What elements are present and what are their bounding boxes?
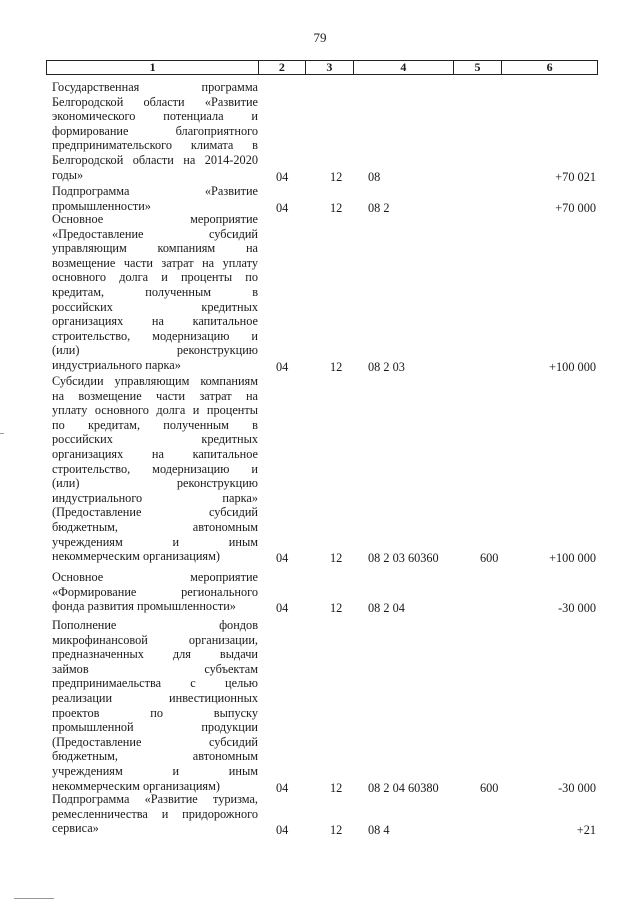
row-description-line: «Формирование регионального — [52, 584, 258, 599]
cell-c4: 08 2 03 — [368, 360, 405, 374]
cell-c6: +100 000 — [549, 551, 596, 566]
row-description-line: основного долга и проценты по — [52, 270, 258, 285]
column-header-4: 4 — [354, 61, 454, 75]
row-description-line: ремесленничества и придорожного — [52, 806, 258, 821]
row-description-line: сервиса» — [52, 821, 99, 836]
row-description-line: реализации инвестиционных — [52, 691, 258, 705]
cell-c2: 04 — [276, 780, 289, 795]
cell-c6: +21 — [576, 823, 596, 838]
row-description-line: предпринимательского климата в — [52, 138, 258, 153]
row-description-line: «Предоставление субсидий — [52, 226, 258, 241]
cell-c3: 12 — [330, 551, 343, 566]
cell-c4: 08 4 — [368, 823, 390, 838]
row-description-line: индустриального парка» — [52, 358, 181, 372]
row-description-line: (или) реконструкцию — [52, 343, 258, 358]
cell-c2: 04 — [276, 551, 289, 566]
row-description-line: учреждениям и иным — [52, 764, 258, 778]
row-description-line: проектов по выпуску — [52, 705, 258, 720]
column-header-5: 5 — [453, 61, 501, 75]
cell-c4: 08 2 03 60360 — [368, 551, 439, 566]
column-header-6: 6 — [502, 61, 598, 75]
row-description-line: учреждениям и иным — [52, 534, 258, 549]
cell-c2: 04 — [276, 601, 289, 616]
row-description-line: кредитам, полученным в — [52, 285, 258, 299]
column-header-2: 2 — [259, 61, 305, 75]
row-description-line: Белгородской области на 2014-2020 — [52, 153, 258, 167]
row-description-line: микрофинансовой организации, — [52, 632, 258, 647]
row-description-line: (Предоставление субсидий — [52, 734, 258, 749]
row-description-line: Подпрограмма «Развитие туризма, — [52, 792, 258, 806]
row-description-line: Основное мероприятие — [52, 570, 258, 584]
cell-c3: 12 — [330, 200, 343, 215]
row-description-line: индустриального парка» — [52, 490, 258, 505]
cell-c3: 12 — [330, 601, 343, 616]
cell-c6: +100 000 — [549, 360, 596, 374]
scan-artifact — [14, 898, 54, 899]
column-header-row — [47, 61, 598, 75]
row-description-line: формирование благоприятного — [52, 123, 258, 138]
row-description-line: экономического потенциала и — [52, 109, 258, 124]
cell-c3: 12 — [330, 360, 343, 374]
page-number: 79 — [313, 30, 327, 45]
row-description-line: возмещение части затрат на уплату — [52, 255, 258, 270]
row-description-line: на возмещение части затрат на — [52, 388, 258, 403]
row-description-line: Подпрограмма «Развитие — [52, 184, 258, 198]
row-description-line: Основное мероприятие — [52, 212, 258, 226]
column-header-1: 1 — [47, 61, 259, 75]
row-description-line: по кредитам, полученным в — [52, 417, 258, 432]
cell-c6: -30 000 — [558, 601, 596, 616]
row-description-line: Субсидии управляющим компаниям — [52, 374, 258, 388]
column-header-table — [46, 60, 598, 75]
cell-c6: -30 000 — [558, 780, 596, 795]
row-description-line: Пополнение фондов — [52, 618, 258, 632]
row-description-line: российских кредитных — [52, 432, 258, 447]
column-header-3: 3 — [305, 61, 353, 75]
row-description-line: строительство, модернизацию и — [52, 328, 258, 343]
cell-c3: 12 — [330, 169, 343, 184]
cell-c4: 08 — [368, 169, 381, 184]
row-description-line: предпринимаельства с целью — [52, 676, 258, 691]
row-description-line: (Предоставление субсидий — [52, 505, 258, 520]
cell-c4: 08 2 04 60380 — [368, 780, 439, 795]
row-description-line: фонда развития промышленности» — [52, 599, 236, 614]
scan-artifact — [0, 433, 4, 434]
row-description-line: (или) реконструкцию — [52, 476, 258, 491]
row-description-line: управляющим компаниям на — [52, 241, 258, 256]
row-description-line: бюджетным, автономным — [52, 749, 258, 764]
cell-c2: 04 — [276, 169, 289, 184]
cell-c2: 04 — [276, 200, 289, 215]
row-description-line: организациях на капитальное — [52, 314, 258, 329]
cell-c2: 04 — [276, 823, 289, 838]
row-description-line: бюджетным, автономным — [52, 520, 258, 534]
cell-c2: 04 — [276, 360, 289, 374]
row-description-line: организациях на капитальное — [52, 447, 258, 461]
row-description-line: промышленной продукции — [52, 720, 258, 735]
row-description-line: предназначенных для выдачи — [52, 647, 258, 662]
row-description-line: Белгородской области «Развитие — [52, 94, 258, 109]
cell-c6: +70 021 — [555, 169, 596, 184]
row-description-line: уплату основного долга и проценты — [52, 403, 258, 418]
cell-c5: 600 — [480, 551, 499, 566]
row-description-line: российских кредитных — [52, 299, 258, 314]
row-description-line: некоммерческим организациям) — [52, 778, 220, 793]
row-description-line: промышленности» — [52, 198, 151, 213]
cell-c4: 08 2 04 — [368, 601, 405, 616]
row-description-line: займов субъектам — [52, 661, 258, 676]
cell-c6: +70 000 — [555, 200, 596, 215]
row-description-line: строительство, модернизацию и — [52, 461, 258, 476]
cell-c3: 12 — [330, 823, 343, 838]
row-description-line: Государственная программа — [52, 80, 258, 94]
row-description-line: некоммерческим организациям) — [52, 549, 220, 564]
cell-c5: 600 — [480, 780, 499, 795]
row-description-line: годы» — [52, 167, 84, 182]
cell-c3: 12 — [330, 780, 343, 795]
cell-c4: 08 2 — [368, 200, 390, 215]
